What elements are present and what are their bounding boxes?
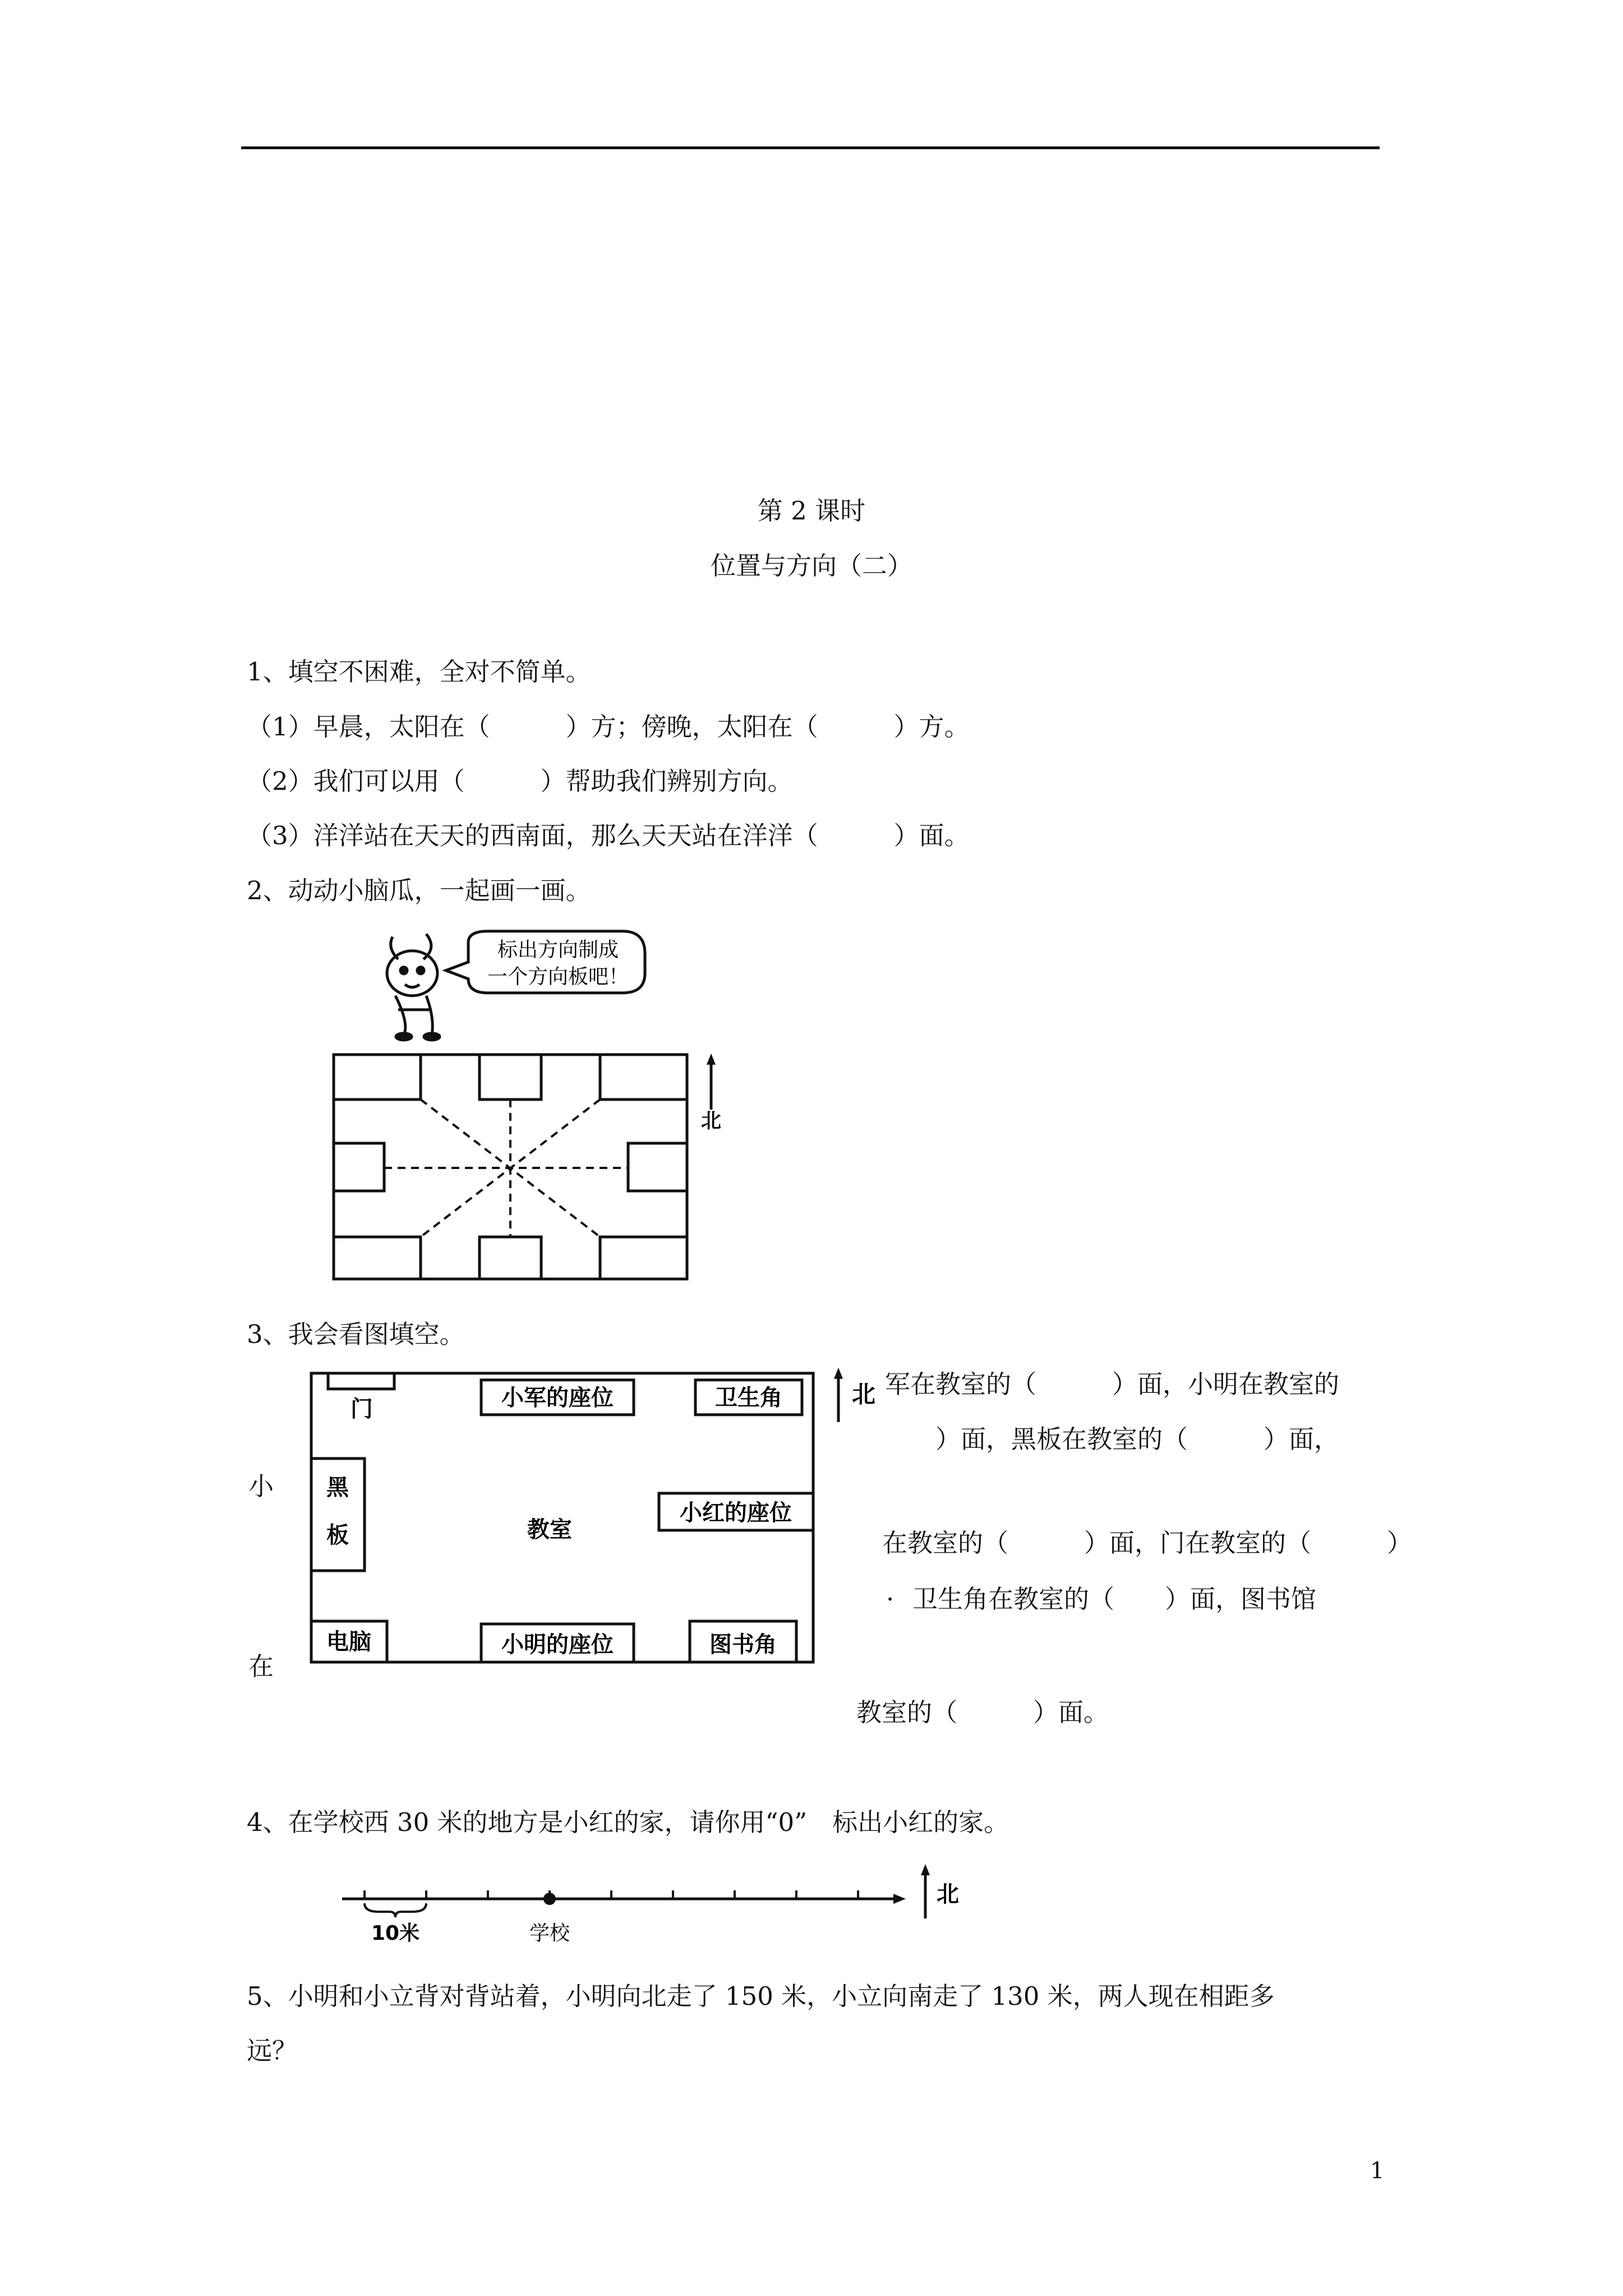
q3-north-label: 北	[851, 1381, 876, 1408]
classroom-center-label: 教室	[527, 1517, 572, 1543]
q3-north-indicator	[830, 1363, 892, 1425]
board-cell-se	[600, 1237, 687, 1279]
q3-line-5: 教室的（ ）面。	[856, 1697, 1109, 1727]
hygiene-corner-label: 卫生角	[715, 1385, 782, 1411]
q3-line-4-dot: ·	[886, 1584, 895, 1614]
q3-line-1: 军在教室的（ ）面，小明在教室的	[885, 1369, 1340, 1399]
page-number: 1	[1370, 2158, 1385, 2184]
goat-icon	[387, 934, 440, 1040]
xiaoming-seat-label: 小明的座位	[501, 1632, 614, 1658]
north-arrow-icon	[707, 1053, 716, 1110]
school-label: 学校	[529, 1922, 570, 1945]
bubble-line-2: 一个方向板吧！	[487, 965, 629, 988]
q3-left-char-2: 在	[248, 1651, 274, 1681]
board-cell-s	[479, 1237, 541, 1279]
number-line-arrowhead	[893, 1894, 906, 1904]
blackboard-label-2: 板	[326, 1522, 349, 1548]
classroom-diagram	[303, 1369, 830, 1672]
q4-north-label: 北	[937, 1881, 959, 1907]
north-arrow-icon	[921, 1864, 930, 1918]
xiaojun-seat-label: 小军的座位	[501, 1385, 614, 1411]
door-marker	[328, 1373, 394, 1389]
scale-brace	[365, 1903, 426, 1917]
board-cell-nw	[334, 1055, 421, 1099]
lesson-subtitle: 位置与方向（二）	[710, 551, 912, 581]
xiaohong-seat-label: 小红的座位	[680, 1500, 792, 1526]
board-cell-e	[628, 1143, 687, 1191]
header-rule	[241, 146, 1380, 149]
number-line-diagram	[331, 1846, 1004, 1952]
q1-item-2: （2）我们可以用（ ）帮助我们辨别方向。	[247, 766, 793, 796]
q3-heading: 3、我会看图填空。	[247, 1319, 465, 1349]
q4-heading: 4、在学校西 30 米的地方是小红的家，请你用“0” 标出小红的家。	[247, 1807, 1009, 1837]
board-guide-lines	[384, 1099, 628, 1237]
q3-line-3: 在教室的（ ）面，门在教室的（ ）	[882, 1528, 1413, 1558]
goat-speech-illustration	[370, 926, 707, 1049]
bubble-line-1: 标出方向制成	[497, 938, 619, 961]
library-corner-label: 图书角	[709, 1632, 777, 1658]
board-cell-n	[479, 1055, 541, 1099]
blackboard-label-1: 黑	[326, 1475, 349, 1501]
board-cell-w	[334, 1143, 384, 1191]
q2-heading: 2、动动小脑瓜，一起画一画。	[247, 876, 591, 905]
q3-line-4: 卫生角在教室的（ ）面，图书馆	[912, 1584, 1317, 1614]
q5-line-1: 5、小明和小立背对背站着，小明向北走了 150 米，小立向南走了 130 米，两人现在相距多	[247, 1981, 1275, 2011]
q3-line-2: ）面，黑板在教室的（ ）面，	[935, 1424, 1340, 1454]
board-cell-sw	[334, 1237, 421, 1279]
q3-left-char-1: 小	[248, 1471, 274, 1501]
q1-heading: 1、填空不困难，全对不简单。	[247, 657, 591, 687]
lesson-title: 第 2 课时	[757, 496, 866, 526]
direction-board-diagram	[325, 1043, 751, 1290]
school-point	[543, 1893, 556, 1905]
q2-north-label: 北	[700, 1110, 722, 1133]
scale-label: 10米	[371, 1922, 420, 1945]
q1-item-3: （3）洋洋站在天天的西南面，那么天天站在洋洋（ ）面。	[247, 821, 970, 850]
q1-item-1: （1）早晨，太阳在（ ）方；傍晚，太阳在（ ）方。	[247, 712, 970, 742]
north-arrow-icon	[834, 1368, 843, 1422]
board-cell-ne	[600, 1055, 687, 1099]
door-label: 门	[351, 1396, 373, 1422]
q5-line-2: 远？	[247, 2036, 298, 2065]
computer-label: 电脑	[326, 1629, 371, 1655]
